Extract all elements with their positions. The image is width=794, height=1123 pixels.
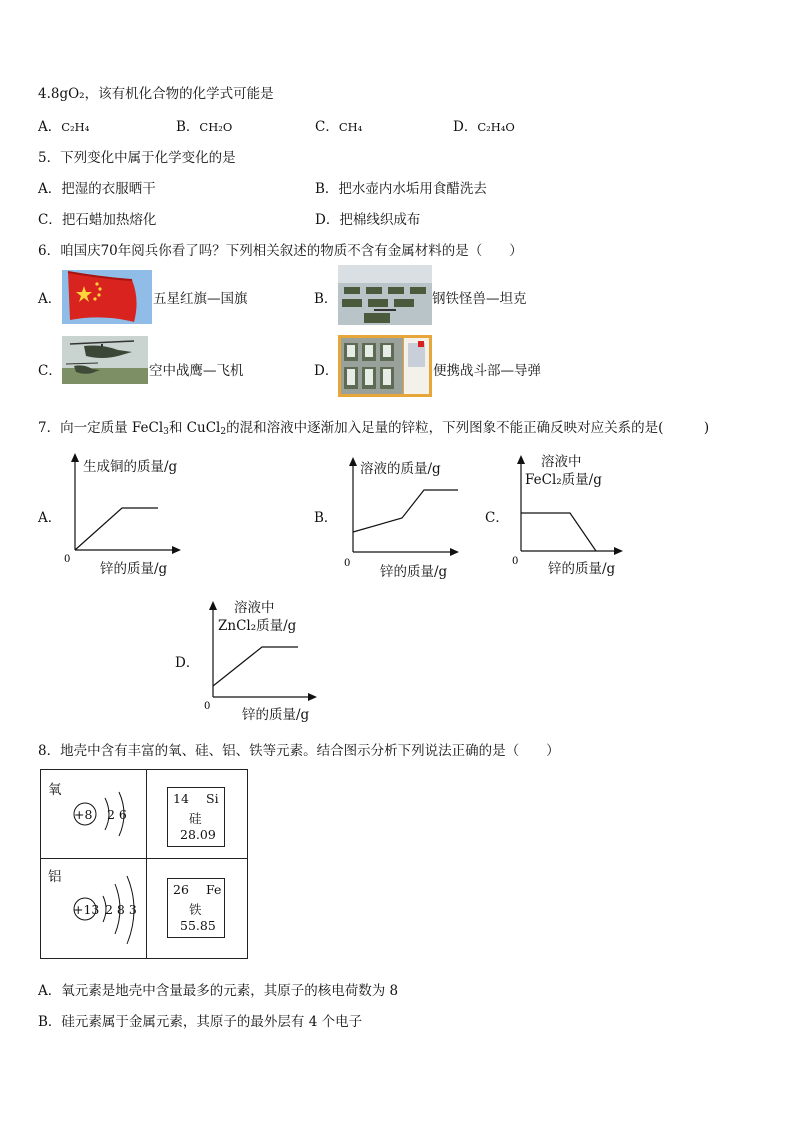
silicon-number: 14: [173, 791, 189, 806]
graph-b-letter: B．: [314, 510, 338, 526]
tank-photo: [338, 265, 432, 325]
q5-option-b: B．把水壶内水垢用食醋洗去: [315, 181, 487, 197]
silicon-symbol: Si: [206, 791, 219, 806]
graph-b-xlabel: 锌的质量/g: [380, 564, 448, 580]
q6-option-c-label: 空中战鹰—飞机: [149, 363, 244, 379]
silicon-card: [167, 787, 225, 847]
oxygen-shells: 2 6: [107, 807, 127, 822]
silicon-name: 硅: [189, 811, 202, 826]
silicon-mass: 28.09: [180, 827, 216, 842]
q6-option-d-label: 便携战斗部—导弹: [433, 363, 541, 379]
missile-photo: [338, 335, 432, 397]
graph-b-origin: 0: [344, 558, 351, 569]
graph-c-letter: C．: [485, 510, 509, 526]
q5-stem: 5．下列变化中属于化学变化的是: [38, 150, 236, 166]
oxygen-nucleus: +8: [74, 807, 93, 822]
graph-d-curve: [213, 647, 298, 686]
graph-d-origin: 0: [204, 701, 211, 712]
q4-option-d: D．C₂H₄O: [453, 119, 515, 135]
q4-stem-tail: 4.8gO₂，该有机化合物的化学式可能是: [38, 86, 274, 102]
q6-option-a-label: 五星红旗—国旗: [153, 291, 248, 307]
q6-option-b-letter: B．: [314, 291, 338, 307]
graph-d-ylabel-line2: ZnCl₂质量/g: [218, 618, 297, 634]
q6-option-c-letter: C．: [38, 363, 62, 379]
graph-c-origin: 0: [512, 556, 519, 567]
graph-c-ylabel-line2: FeCl₂质量/g: [525, 472, 602, 488]
oxygen-label: 氧: [48, 782, 62, 798]
iron-name: 铁: [189, 902, 202, 917]
flag-photo: [62, 270, 152, 324]
q4-option-a: A．C₂H₄: [38, 119, 90, 135]
graph-c-ylabel-line1: 溶液中: [541, 454, 582, 470]
q5-option-c: C．把石蜡加热熔化: [38, 212, 157, 228]
q7-stem: 7．向一定质量 FeCl$_3$和 CuCl$_2$的混和溶液中逐渐加入足量的锌粒，下列图象不能正确反映对应关系的是( ): [38, 420, 710, 437]
q4-option-c: C．CH₄: [315, 119, 363, 135]
helicopter-photo: [62, 336, 148, 384]
q5-option-d: D．把棉线织成布: [315, 212, 421, 228]
graph-d-xlabel: 锌的质量/g: [242, 707, 310, 723]
q6-option-d-letter: D．: [314, 363, 339, 379]
aluminium-nucleus: +13: [73, 902, 100, 917]
graph-b-ylabel: 溶液的质量/g: [360, 461, 441, 477]
q5-option-a: A．把湿的衣服晒干: [38, 181, 156, 197]
q8-stem: 8．地壳中含有丰富的氧、硅、铝、铁等元素。结合图示分析下列说法正确的是（ ）: [38, 743, 560, 759]
graph-c-xlabel: 锌的质量/g: [548, 561, 616, 577]
aluminium-label: 铝: [48, 869, 62, 885]
graph-a-ylabel: 生成铜的质量/g: [83, 459, 178, 475]
q8-option-b: B．硅元素属于金属元素，其原子的最外层有 4 个电子: [38, 1014, 363, 1030]
iron-card: [167, 878, 225, 938]
graph-d-letter: D．: [175, 655, 200, 671]
q4-option-b: B．CH₂O: [176, 119, 233, 135]
q6-stem: 6．咱国庆70年阅兵你看了吗？下列相关叙述的物质不含有金属材料的是（ ）: [38, 243, 523, 259]
q6-option-a-letter: A．: [38, 291, 62, 307]
element-figure: [40, 769, 248, 959]
graph-b-curve: [353, 490, 458, 532]
q8-option-a: A．氧元素是地壳中含量最多的元素，其原子的核电荷数为 8: [38, 983, 399, 999]
graph-c-curve: [521, 513, 596, 551]
aluminium-shells: 2 8 3: [105, 902, 137, 917]
graph-d-ylabel-line1: 溶液中: [234, 600, 275, 616]
q6-option-b-label: 钢铁怪兽—坦克: [432, 291, 527, 307]
graph-a-curve: [75, 508, 158, 550]
graph-a-xlabel: 锌的质量/g: [100, 561, 168, 577]
iron-number: 26: [173, 882, 189, 897]
graph-a-letter: A．: [38, 510, 62, 526]
iron-symbol: Fe: [206, 882, 222, 897]
iron-mass: 55.85: [180, 918, 216, 933]
graph-a-origin: 0: [64, 554, 71, 565]
